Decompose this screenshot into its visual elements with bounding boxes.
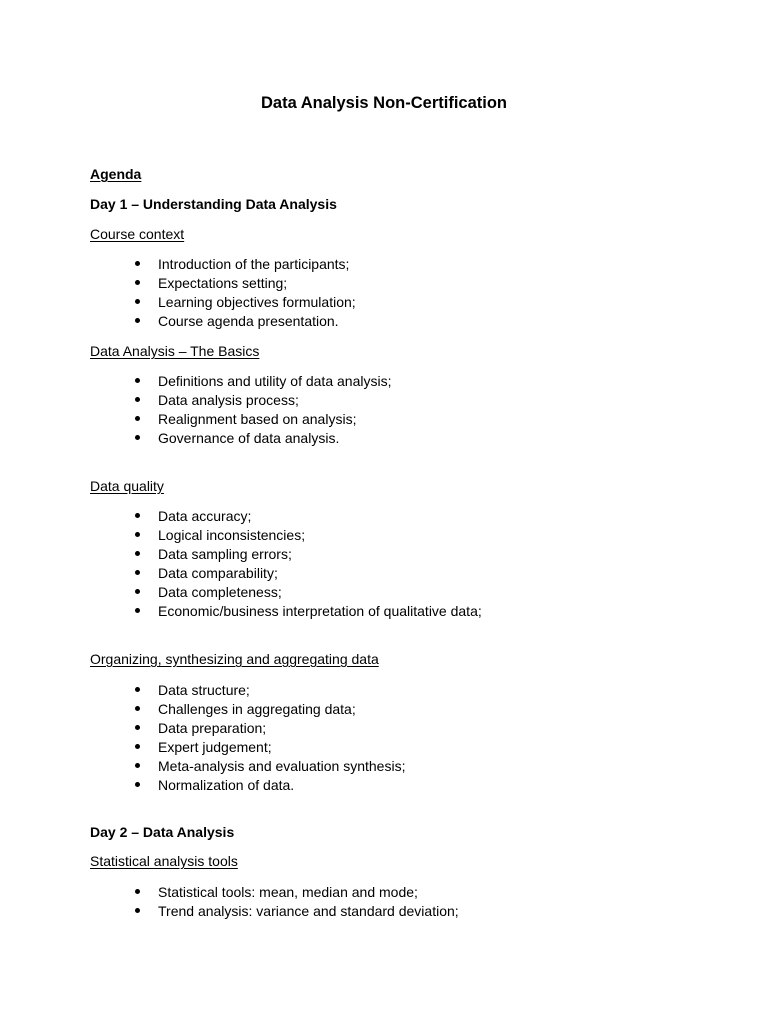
list-item: Data accuracy; — [90, 507, 482, 526]
bullet-icon — [135, 763, 140, 768]
bullet-icon — [135, 908, 140, 913]
list-item: Meta-analysis and evaluation synthesis; — [90, 757, 405, 776]
bullet-icon — [135, 687, 140, 692]
bullet-icon — [135, 318, 140, 323]
list-item: Governance of data analysis. — [90, 429, 391, 448]
statistical-tools-list — [90, 883, 459, 921]
list-item: Normalization of data. — [90, 776, 405, 795]
day2-heading: Day 2 – Data Analysis — [90, 824, 235, 840]
bullet-icon — [135, 744, 140, 749]
organizing-list — [90, 681, 405, 795]
bullet-icon — [135, 725, 140, 730]
list-item: Learning objectives formulation; — [90, 293, 356, 312]
bullet-icon — [135, 378, 140, 383]
list-item: Data preparation; — [90, 719, 405, 738]
bullet-icon — [135, 435, 140, 440]
list-item: Data sampling errors; — [90, 545, 482, 564]
section-heading-organizing: Organizing, synthesizing and aggregating data — [90, 651, 379, 667]
list-item: Logical inconsistencies; — [90, 526, 482, 545]
basics-list — [90, 372, 391, 448]
list-item: Trend analysis: variance and standard deviation; — [90, 902, 459, 921]
section-heading-data-quality: Data quality — [90, 478, 164, 494]
bullet-icon — [135, 608, 140, 613]
agenda-label: Agenda — [90, 166, 142, 182]
section-heading-course-context: Course context — [90, 226, 185, 242]
bullet-icon — [135, 261, 140, 266]
list-item: Expert judgement; — [90, 738, 405, 757]
course-context-list — [90, 255, 356, 331]
bullet-icon — [135, 551, 140, 556]
bullet-icon — [135, 706, 140, 711]
list-item: Statistical tools: mean, median and mode; — [90, 883, 459, 902]
bullet-icon — [135, 570, 140, 575]
bullet-icon — [135, 416, 140, 421]
bullet-icon — [135, 889, 140, 894]
bullet-icon — [135, 532, 140, 537]
bullet-icon — [135, 299, 140, 304]
list-item: Economic/business interpretation of qualitative data; — [90, 602, 482, 621]
section-heading-statistical-tools: Statistical analysis tools — [90, 853, 238, 869]
list-item: Definitions and utility of data analysis; — [90, 372, 391, 391]
document-title: Data Analysis Non-Certification — [260, 94, 508, 112]
section-heading-basics: Data Analysis – The Basics — [90, 343, 260, 359]
bullet-icon — [135, 280, 140, 285]
bullet-icon — [135, 589, 140, 594]
list-item: Realignment based on analysis; — [90, 410, 391, 429]
bullet-icon — [135, 513, 140, 518]
data-quality-list — [90, 507, 482, 621]
list-item: Challenges in aggregating data; — [90, 700, 405, 719]
list-item: Data completeness; — [90, 583, 482, 602]
day1-heading: Day 1 – Understanding Data Analysis — [90, 196, 337, 212]
list-item: Expectations setting; — [90, 274, 356, 293]
list-item: Data analysis process; — [90, 391, 391, 410]
list-item: Data comparability; — [90, 564, 482, 583]
list-item: Data structure; — [90, 681, 405, 700]
bullet-icon — [135, 782, 140, 787]
list-item: Course agenda presentation. — [90, 312, 356, 331]
bullet-icon — [135, 397, 140, 402]
list-item: Introduction of the participants; — [90, 255, 356, 274]
